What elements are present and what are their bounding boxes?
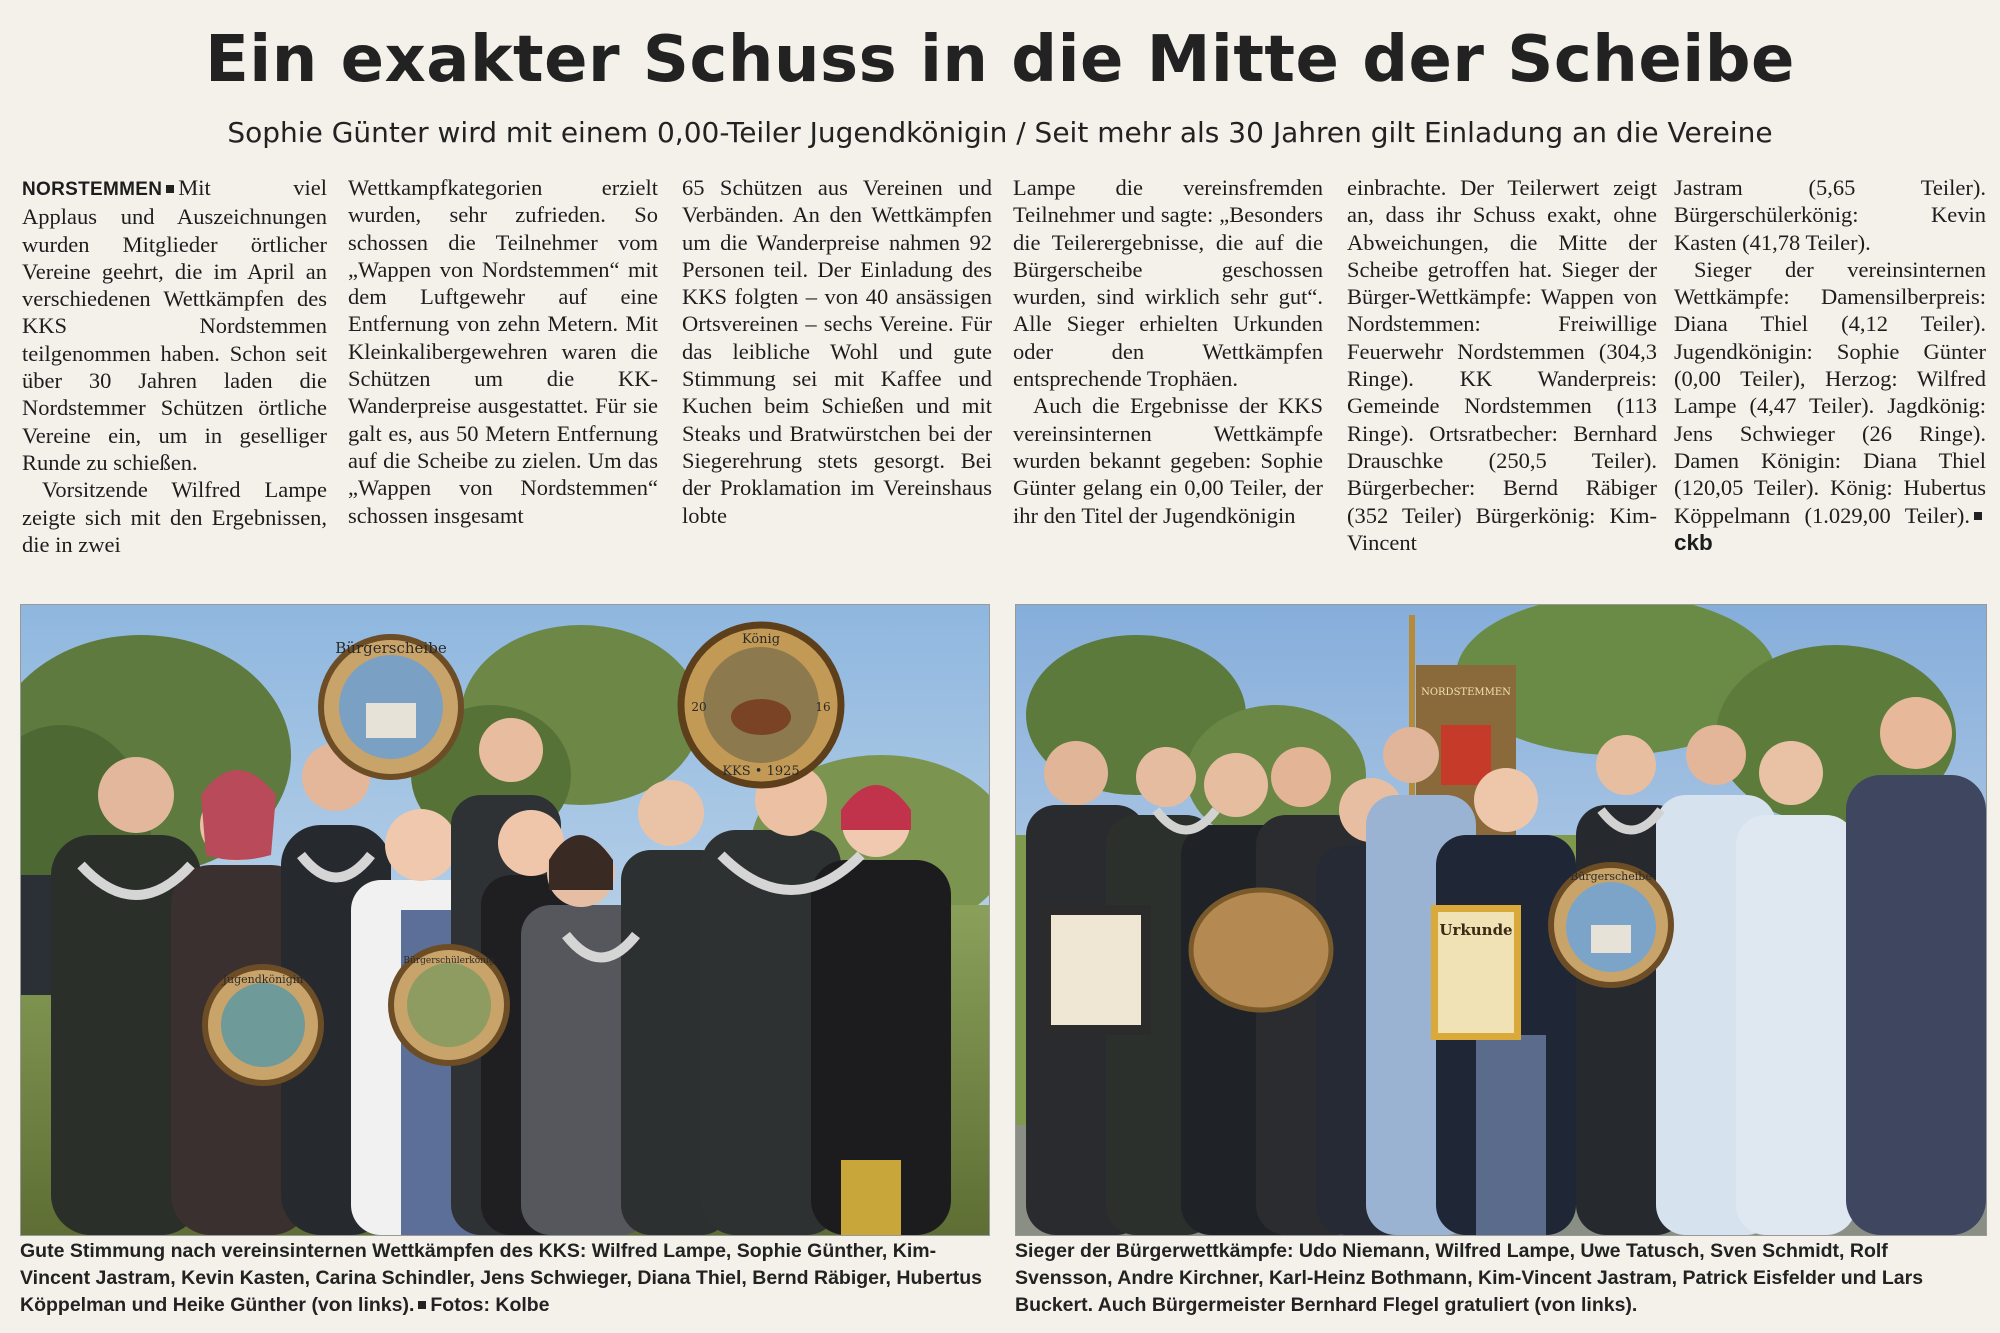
- photo-left: [20, 604, 990, 1236]
- column-2-para-1: Wettkampfkategorien erzielt wurden, sehr zufrieden. So schossen die Teilnehmer vom „Wappen von Nordstemmen“ mit dem Luftgewehr auf eine Entfernung von zehn Metern. Mit Kleinkalibergewehren waren die Schützen um die KK-Wanderpreise ausgestattet. Für sie galt es, aus 50 Metern Entfernung auf die Scheibe zu zielen. Um das „Wappen von Nordstemmen“ schossen insgesamt: [348, 175, 658, 528]
- photo-right-scene: [1016, 605, 1986, 1235]
- square-bullet-icon: [166, 185, 174, 193]
- disc-koenig-label: König: [741, 632, 781, 647]
- column-6-para-2: Sieger der vereinsinternen Wettkämpfe: Damensilberpreis: Diana Thiel (4,12 Teiler). Jugendkönigin: Sophie Günter (0,00 Teiler), Herzog: Wilfred Lampe (4,47 Teiler). Jagdkönig: Jens Schwieger (26 Ringe). Damen Königin: Diana Thiel (120,05 Teiler). König: Hubertus Köppelmann (1.029,00 Teiler).: [1674, 256, 1986, 528]
- caption-left-text: Gute Stimmung nach vereinsinternen Wettkämpfen des KKS: Wilfred Lampe, Sophie Günther, Kim-Vincent Jastram, Kevin Kasten, Carina Schindler, Jens Schwieger, Diana Thiel, Bernd Räbiger, Hubertus Köppelman und Heike Günther (von links).: [20, 1240, 982, 1316]
- text-column-4: [1013, 174, 1323, 594]
- photo-left-caption: [20, 1238, 985, 1319]
- text-column-6: [1674, 174, 1986, 594]
- stag-icon: [731, 699, 791, 735]
- author-byline: ckb: [1674, 529, 1713, 555]
- jugendkoenigin-disc: [205, 967, 321, 1083]
- column-4-para-1: Lampe die vereinsfremden Teilnehmer und sagte: „Besonders die Teilerergebnisse, die auf die Bürgerscheibe geschossen wurden, sind wirklich sehr gut“. Alle Sieger erhielten Urkunden oder den Wettkämpfen entsprechende Trophäen.: [1013, 175, 1323, 392]
- caption-right-text: Sieger der Bürgerwettkämpfe: Udo Niemann, Wilfred Lampe, Uwe Tatusch, Sven Schmidt, Rolf Svensson, Andre Kirchner, Karl-Heinz Bothmann, Kim-Vincent Jastram, Patrick Eisfelder und Lars Buckert. Auch Bürgermeister Bernhard Flegel gratuliert (von links).: [1015, 1240, 1924, 1316]
- column-1-para-1: Mit viel Applaus und Auszeichnungen wurden Mitglieder örtlicher Vereine geehrt, die im April an verschiedenen Wettkämpfen des KKS Nordstemmen teilgenommen haben. Schon seit über 30 Jahren laden die Nordstemmer Schützen örtliche Vereine ein, um in geselliger Runde zu schießen.: [22, 175, 327, 475]
- certificate-label: Urkunde: [1439, 921, 1513, 939]
- column-4-para-2: Auch die Ergebnisse der KKS vereinsinternen Wettkämpfe wurden bekannt gegeben: Sophie Günter gelang ein 0,00 Teiler, der ihr den Titel der Jugendkönigin: [1013, 393, 1323, 528]
- square-bullet-icon: [418, 1301, 426, 1309]
- photo-right: [1015, 604, 1987, 1236]
- disc-schueler-label: Bürgerschülerkönig: [403, 956, 495, 966]
- column-5-para-1: einbrachte. Der Teilerwert zeigt an, dass ihr Schuss exakt, ohne Abweichungen, die Mitte der Scheibe getroffen hat. Sieger der Bürger-Wettkämpfe: Wappen von Nordstemmen: Freiwillige Feuerwehr Nordstemmen (304,3 Ringe). KK Wanderpreis: Gemeinde Nordstemmen (113 Ringe). Ortsratbecher: Bernhard Drauschke (250,5 Teiler). Bürgerbecher: Bernd Räbiger (352 Teiler) Bürgerkönig: Kim-Vincent: [1347, 175, 1657, 555]
- buergerscheibe-disc: [321, 637, 461, 777]
- column-3-para-1: 65 Schützen aus Vereinen und Verbänden. An den Wettkämpfen um die Wanderpreise nahmen 92 Personen teil. Der Einladung des KKS folgten – von 40 ansässigen Ortsvereinen – sechs Vereine. Für das leibliche Wohl und gute Stimmung sei mit Kaffee und Kuchen beim Schießen und mit Steaks und Bratwürstchen bei der Siegerehrung stets gesorgt. Bei der Proklamation im Vereinshaus lobte: [682, 175, 992, 528]
- article-headline: Ein exakter Schuss in die Mitte der Scheibe: [205, 23, 1795, 97]
- wooden-disc: [1191, 890, 1331, 1010]
- text-column-1: [22, 174, 327, 594]
- column-6-para-1: Jastram (5,65 Teiler). Bürgerschülerkönig: Kevin Kasten (41,78 Teiler).: [1674, 175, 1986, 255]
- photo-left-scene: [21, 605, 989, 1235]
- column-1-para-2: Vorsitzende Wilfred Lampe zeigte sich mit den Ergebnissen, die in zwei: [22, 477, 327, 557]
- schuelerkoenig-disc: [391, 947, 507, 1063]
- photo-credit: Fotos: Kolbe: [430, 1294, 550, 1316]
- bleed-through-text: [0, 0, 2000, 22]
- buergerscheibe-disc: [1551, 865, 1671, 985]
- framed-certificate: [1041, 905, 1151, 1035]
- disc-koenig-year-a: 20: [691, 700, 707, 714]
- text-column-5: [1347, 174, 1657, 594]
- disc-koenig-club: KKS • 1925: [722, 764, 800, 779]
- square-bullet-icon: [1974, 512, 1982, 520]
- article-subheadline: Sophie Günter wird mit einem 0,00-Teiler Jugendkönigin / Seit mehr als 30 Jahren gilt Einladung an die Vereine: [227, 116, 1773, 149]
- disc-koenig-year-b: 16: [815, 700, 831, 714]
- disc-top-label: Bürgerscheibe: [335, 639, 447, 657]
- banner-label: NORDSTEMMEN: [1421, 687, 1511, 698]
- koenig-disc: [681, 625, 841, 785]
- text-column-2: [348, 174, 658, 594]
- disc-jugend-label: Jugendkönigin: [222, 973, 304, 986]
- urkunde-certificate: [1431, 905, 1521, 1040]
- disc-label: Bürgerscheibe: [1570, 870, 1652, 883]
- text-column-3: [682, 174, 992, 594]
- dateline: NORSTEMMEN: [22, 179, 163, 200]
- photo-right-caption: [1015, 1238, 1983, 1319]
